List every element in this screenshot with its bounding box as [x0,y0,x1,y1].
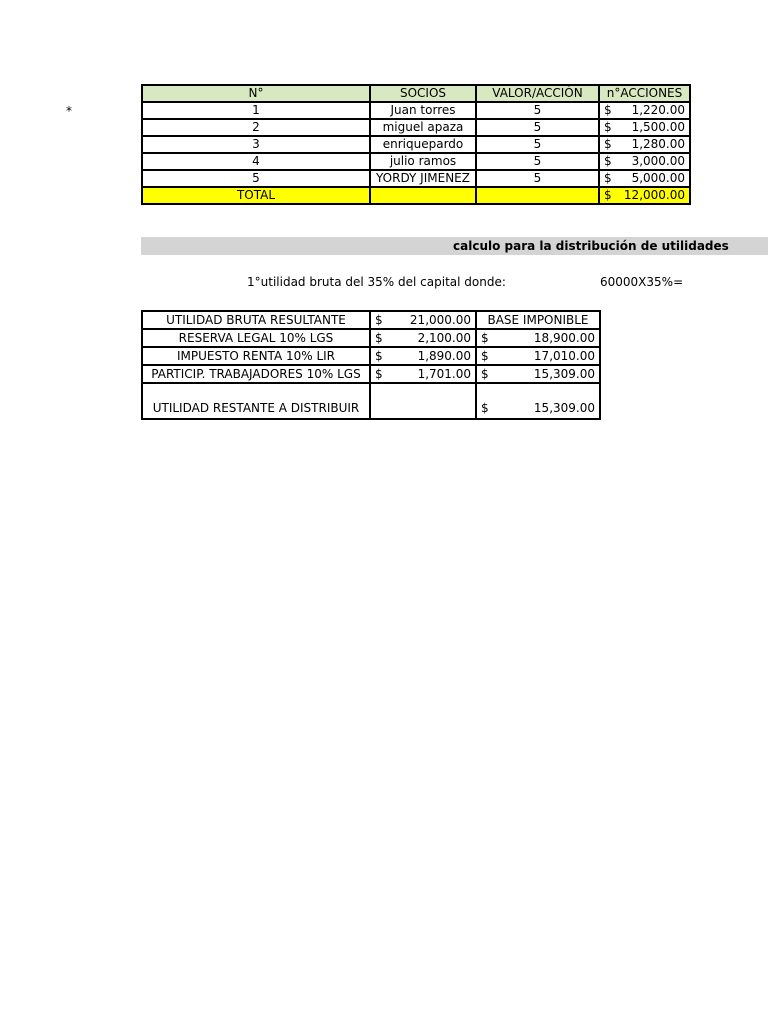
cell-n: 5 [142,170,370,187]
header-socios: SOCIOS [370,85,476,102]
formula-text: 60000X35%= [600,275,684,289]
currency-symbol: $ [481,349,489,363]
header-n: N° [142,85,370,102]
table-row [142,365,600,383]
currency-symbol: $ [375,367,383,381]
header-n-acciones: n°ACCIONES [599,85,690,102]
row-label: IMPUESTO RENTA 10% LIR [142,347,370,365]
cell-valor: 5 [476,153,599,170]
cell-acciones [599,119,690,136]
cell-valor: 5 [476,136,599,153]
amount: 1,500.00 [631,120,685,134]
currency-symbol: $ [604,188,612,202]
amount: 5,000.00 [631,171,685,185]
amount: 21,000.00 [409,313,471,327]
table-row [142,119,690,136]
table-row [142,170,690,187]
cell-acciones [599,170,690,187]
amount: 2,100.00 [417,331,471,345]
cell-valor: 5 [476,170,599,187]
socios-table [141,84,691,205]
band-title: calculo para la distribución de utilidades [453,239,729,253]
base-cell [476,383,600,419]
value-cell [370,365,476,383]
currency-symbol: $ [481,331,489,345]
base-imponible-header: BASE IMPONIBLE [476,311,600,329]
table-row [142,102,690,119]
table-row [142,136,690,153]
table-row [142,153,690,170]
row-label: PARTICIP. TRABAJADORES 10% LGS [142,365,370,383]
amount: 17,010.00 [533,349,595,363]
base-cell [476,347,600,365]
currency-symbol: $ [375,349,383,363]
total-value [599,187,690,204]
amount: 1,701.00 [417,367,471,381]
row-label: UTILIDAD RESTANTE A DISTRIBUIR [142,383,370,419]
empty-cell [370,383,476,419]
currency-symbol: $ [481,401,489,415]
table-row [142,383,600,419]
total-label: TOTAL [142,187,370,204]
cell-socio: julio ramos [370,153,476,170]
cell-socio: Juan torres [370,102,476,119]
cell-acciones [599,102,690,119]
currency-symbol: $ [604,137,612,151]
utilidad-table [141,310,601,420]
header-valor-accion: VALOR/ACCIÓN [476,85,599,102]
cell-n: 1 [142,102,370,119]
base-cell [476,329,600,347]
asterisk-marker: * [66,104,72,118]
value-cell [370,329,476,347]
base-cell [476,365,600,383]
value-cell [370,347,476,365]
table-row [142,311,600,329]
total-row [142,187,690,204]
currency-symbol: $ [375,331,383,345]
amount: 12,000.00 [623,188,685,202]
row-label: UTILIDAD BRUTA RESULTANTE [142,311,370,329]
cell-valor: 5 [476,102,599,119]
currency-symbol: $ [604,103,612,117]
cell-n: 3 [142,136,370,153]
empty-cell [370,187,476,204]
table-row [142,329,600,347]
cell-socio: miguel apaza [370,119,476,136]
section-band [141,237,768,255]
socios-header-row [142,85,690,102]
row-label: RESERVA LEGAL 10% LGS [142,329,370,347]
utilidad-description: 1°utilidad bruta del 35% del capital donde: [247,275,506,289]
currency-symbol: $ [375,313,383,327]
cell-n: 2 [142,119,370,136]
amount: 1,280.00 [631,137,685,151]
currency-symbol: $ [604,154,612,168]
cell-acciones [599,153,690,170]
cell-socio: YORDY JIMENEZ [370,170,476,187]
cell-acciones [599,136,690,153]
amount: 1,890.00 [417,349,471,363]
currency-symbol: $ [604,171,612,185]
table-row [142,347,600,365]
currency-symbol: $ [604,120,612,134]
amount: 1,220.00 [631,103,685,117]
amount: 18,900.00 [533,331,595,345]
cell-valor: 5 [476,119,599,136]
cell-socio: enriquepardo [370,136,476,153]
amount: 15,309.00 [533,367,595,381]
amount: 3,000.00 [631,154,685,168]
empty-cell [476,187,599,204]
amount: 15,309.00 [533,401,595,415]
value-cell [370,311,476,329]
currency-symbol: $ [481,367,489,381]
cell-n: 4 [142,153,370,170]
